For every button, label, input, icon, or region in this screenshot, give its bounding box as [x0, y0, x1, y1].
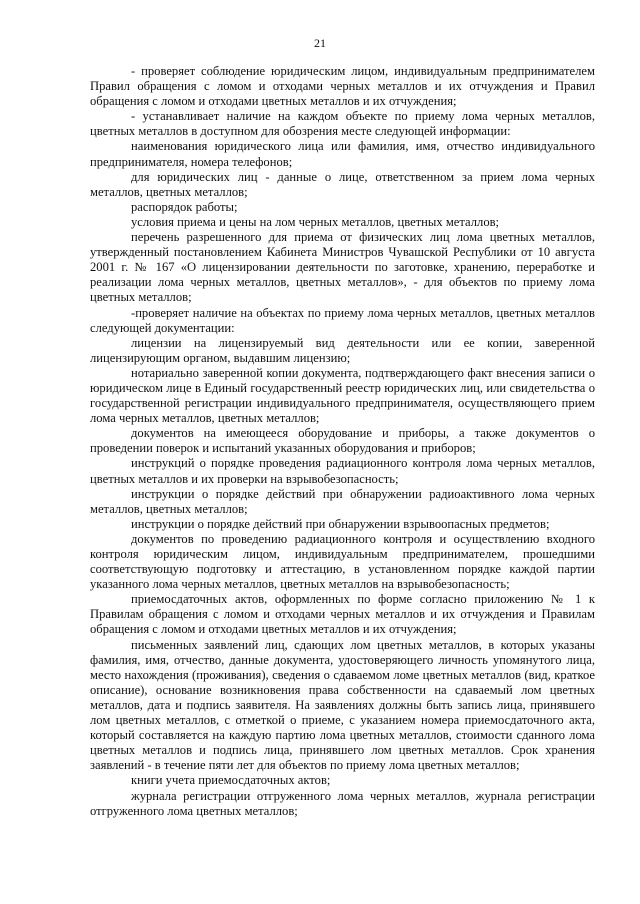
paragraph: - проверяет соблюдение юридическим лицом, индивидуальным предпринимателем Правил обращения с ломом и отходами черных металлов и их отчуждения и Правил обращения с ломом и отходами цветных металлов и их отчуждения; [90, 64, 595, 109]
paragraph: документов по проведению радиационного контроля и осуществлению входного контроля юридическим лицом, индивидуальным предпринимателем, прошедшими соответствующую подготовку и аттестацию, в установленном порядке каждой партии указанного лома черных металлов, цветных металлов на взрывобезопасность; [90, 531, 595, 592]
paragraph: инструкции о порядке действий при обнаружении радиоактивного лома черных металлов, цветных металлов; [90, 486, 595, 516]
paragraph: инструкции о порядке действий при обнаружении взрывоопасных предметов; [131, 516, 550, 531]
paragraph: - устанавливает наличие на каждом объекте по приему лома черных металлов, цветных металлов в доступном для обозрения месте следующей информации: [90, 109, 595, 139]
paragraph: распорядок работы; [131, 199, 238, 214]
paragraph: инструкций о порядке проведения радиационного контроля лома черных металлов, цветных металлов и их проверки на взрывобезопасность; [90, 456, 595, 486]
paragraph: приемосдаточных актов, оформленных по форме согласно приложению № 1 к Правилам обращения с ломом и отходами черных металлов и их отчуждения и Правилам обращения с ломом и отходами цветных металлов и их отчуждения; [90, 592, 595, 637]
document-body [90, 64, 595, 819]
paragraph: письменных заявлений лиц, сдающих лом цветных металлов, в которых указаны фамилия, имя, отчество, данные документа, удостоверяющего личность упомянутого лица, место нахождения (проживания), сведения о сдаваемом ломе цветных металлов (вид, краткое описание), основание возникновения права собственности на сдаваемый лом цветных металлов, дата и подпись заявителя. На заявлениях должны быть запись лица, принявшего лом цветных металлов, с отметкой о приеме, с указанием номера приемосдаточного акта, который составляется на каждую партию лома цветных металлов, стоимости сданного лома цветных металлов и подпись лица, принявшего лом цветных металлов. Срок хранения заявлений - в течение пяти лет для объектов по приему лома цветных металлов; [90, 637, 595, 773]
paragraph: нотариально заверенной копии документа, подтверждающего факт внесения записи о юридическом лице в Единый государственный реестр юридических лиц, или свидетельства о государственной регистрации индивидуального предпринимателя, осуществляющего прием лома черных металлов, цветных металлов; [90, 365, 595, 426]
paragraph: наименования юридического лица или фамилия, имя, отчество индивидуального предпринимателя, номера телефонов; [90, 139, 595, 169]
paragraph: лицензии на лицензируемый вид деятельности или ее копии, заверенной лицензирующим органом, выдавшим лицензию; [90, 335, 595, 365]
paragraph: документов на имеющееся оборудование и приборы, а также документов о проведении поверок и испытаний указанных оборудования и приборов; [90, 426, 595, 456]
paragraph: перечень разрешенного для приема от физических лиц лома цветных металлов, утвержденный постановлением Кабинета Министров Чувашской Республики от 10 августа 2001 г. № 167 «О лицензировании деятельности по заготовке, хранению, переработке и реализации лома черных металлов, цветных металлов», - для объектов по приему лома цветных металлов; [90, 230, 595, 305]
paragraph: условия приема и цены на лом черных металлов, цветных металлов; [131, 214, 500, 229]
page-number: 21 [314, 36, 326, 50]
paragraph: журнала регистрации отгруженного лома черных металлов, журнала регистрации отгруженного лома цветных металлов; [90, 788, 595, 818]
paragraph: книги учета приемосдаточных актов; [131, 773, 331, 788]
paragraph: -проверяет наличие на объектах по приему лома черных металлов, цветных металлов следующей документации: [90, 305, 595, 335]
paragraph: для юридических лиц - данные о лице, ответственном за прием лома черных металлов, цветных металлов; [90, 169, 595, 199]
